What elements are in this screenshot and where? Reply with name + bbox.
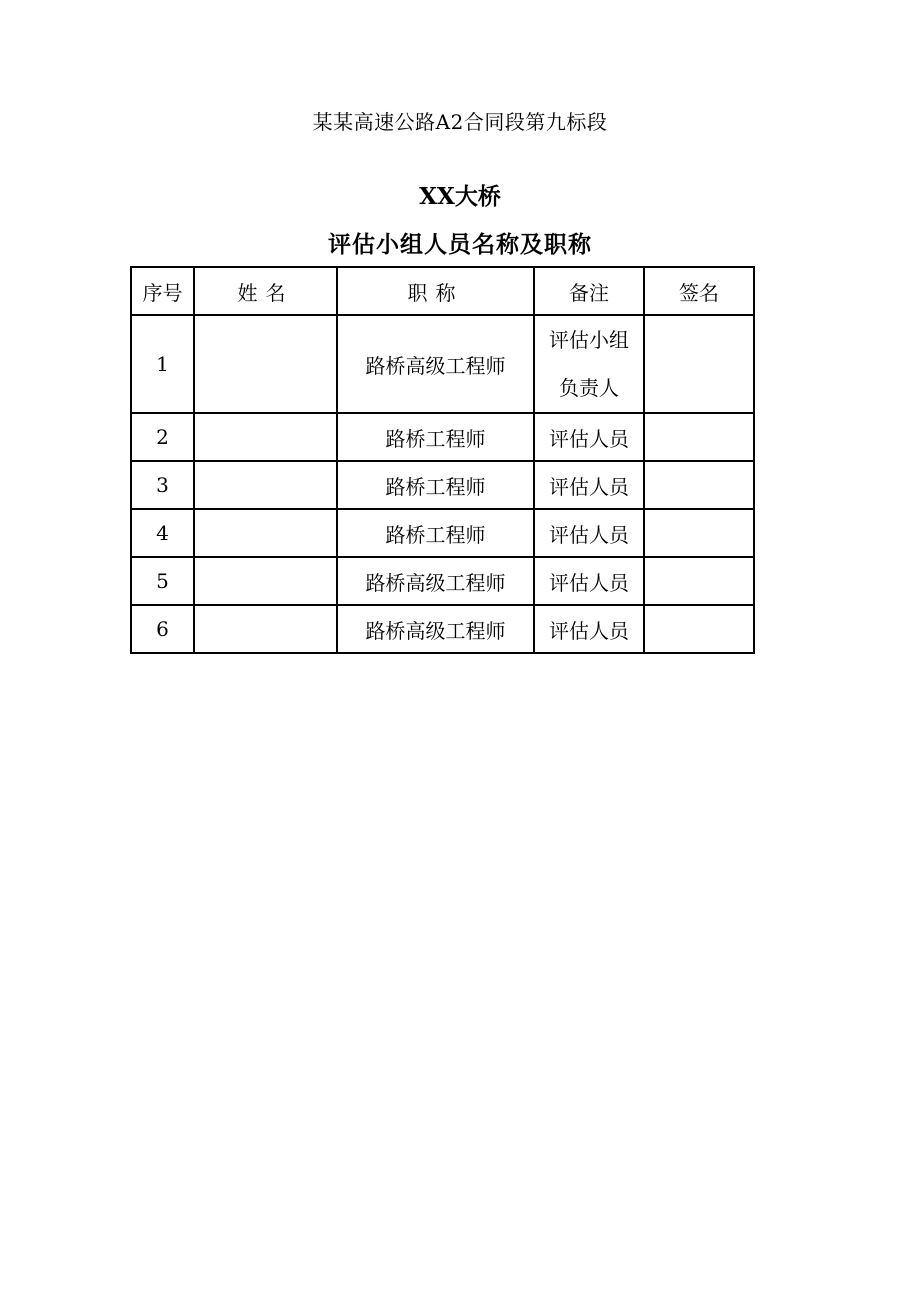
cell-signature — [644, 605, 754, 653]
table-row — [131, 509, 754, 557]
document-heading: 评估小组人员名称及职称 — [328, 231, 592, 258]
cell-name — [194, 315, 337, 413]
cell-remark: 评估人员 — [534, 413, 644, 461]
cell-name — [194, 413, 337, 461]
column-header-title: 职称 — [337, 267, 534, 315]
cell-no: 2 — [131, 413, 194, 461]
project-subtitle: 某某高速公路A2合同段第九标段 — [312, 110, 608, 134]
cell-title: 路桥工程师 — [337, 461, 534, 509]
document-title: XX大桥 — [419, 183, 501, 210]
table-row — [131, 557, 754, 605]
table-row — [131, 315, 754, 413]
cell-name — [194, 509, 337, 557]
cell-title: 路桥高级工程师 — [337, 605, 534, 653]
cell-title: 路桥工程师 — [337, 509, 534, 557]
cell-remark-line2: 负责人 — [559, 376, 619, 400]
cell-name — [194, 461, 337, 509]
table-row — [131, 413, 754, 461]
cell-no: 3 — [131, 461, 194, 509]
cell-no: 1 — [131, 315, 194, 413]
cell-name — [194, 605, 337, 653]
evaluation-team-table — [130, 266, 755, 654]
cell-signature — [644, 509, 754, 557]
column-header-signature: 签名 — [644, 267, 754, 315]
cell-no: 6 — [131, 605, 194, 653]
cell-remark-line1: 评估小组 — [549, 328, 629, 352]
column-header-name: 姓名 — [194, 267, 337, 315]
cell-remark: 评估人员 — [534, 509, 644, 557]
column-header-remark: 备注 — [534, 267, 644, 315]
cell-remark — [534, 315, 644, 413]
table-header-row — [131, 267, 754, 315]
table-row — [131, 461, 754, 509]
cell-remark: 评估人员 — [534, 557, 644, 605]
cell-no: 5 — [131, 557, 194, 605]
cell-signature — [644, 557, 754, 605]
cell-signature — [644, 461, 754, 509]
column-header-no: 序号 — [131, 267, 194, 315]
cell-title: 路桥高级工程师 — [337, 315, 534, 413]
cell-no: 4 — [131, 509, 194, 557]
cell-signature — [644, 413, 754, 461]
table-row — [131, 605, 754, 653]
cell-signature — [644, 315, 754, 413]
cell-remark: 评估人员 — [534, 461, 644, 509]
cell-title: 路桥高级工程师 — [337, 557, 534, 605]
cell-remark: 评估人员 — [534, 605, 644, 653]
cell-title: 路桥工程师 — [337, 413, 534, 461]
cell-name — [194, 557, 337, 605]
